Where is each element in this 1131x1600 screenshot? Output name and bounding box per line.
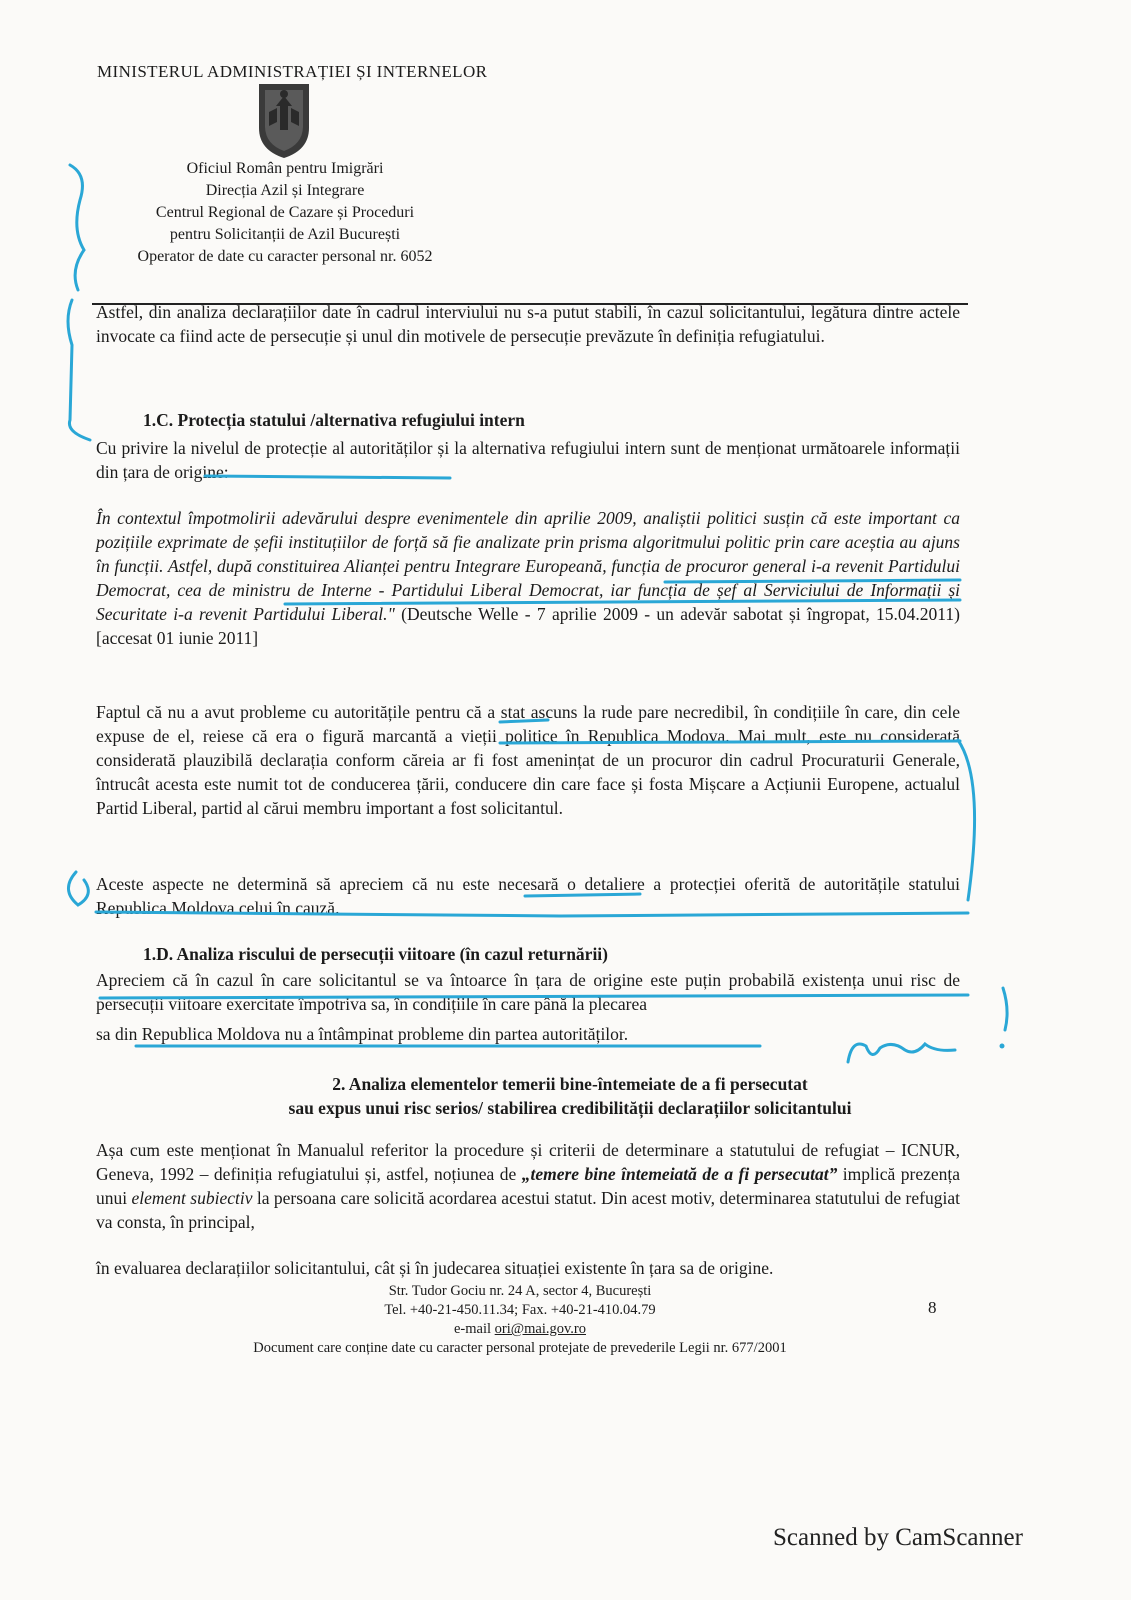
footer [180, 1282, 860, 1358]
footer-email-link[interactable]: ori@mai.gov.ro [494, 1321, 586, 1337]
footer-phone: Tel. +40-21-450.11.34; Fax. +40-21-410.04.79 [384, 1302, 656, 1318]
page-number: 8 [928, 1298, 937, 1317]
coat-of-arms-icon [255, 82, 313, 160]
paragraph-credibility: Faptul că nu a avut probleme cu autoritățile pentru că a stat ascuns la rude pare necredibil, în condițiile în care, din cele expuse de el, reiese că era o figură marcantă a vieții politice în Republica Modova. Mai mult, este nu considerată considerată plauzibilă declarația conform căreia ar fi fost amenințat de un procuror din cadrul Procuraturii Generale, întrucât acesta este numit tot de conducerea țării, conducere din care face și fosta Mișcare a Acțiunii Europene, actualul Partid Liberal, partid al cărui membru important a fost solicitantul. [96, 702, 960, 818]
icnur-text-a: Așa cum este menționat în Manualul referitor la procedure și criterii de determinare a statutului de refugiat – ICNUR, Geneva, 1992 – definiția refugiatului și, astfel, noțiunea de [96, 1140, 960, 1184]
icnur-text-e: la persoana care solicită acordarea acestui statut. Din acest motiv, determinarea statutului de refugiat va consta, în principal, [96, 1188, 960, 1232]
paragraph-risk: Apreciem că în cazul în care solicitantul se va întoarce în țara de origine este puțin probabilă existența unui risc de persecuții viitoare exercitate împotriva sa, în condițiile în care până la plecarea [96, 970, 960, 1014]
quote-source: (Deutsche Welle - 7 aprilie 2009 - un adevăr sabotat și îngropat, 15.04.2011) [accesat 01 iunie 2011] [96, 604, 960, 648]
heading-section-2 [150, 1072, 990, 1120]
heading-1c: 1.C. Protecția statului /alternativa refugiului intern [143, 410, 525, 430]
quote-text: În contextul împotmolirii adevărului despre evenimentele din aprilie 2009, analiștii politici susțin că este important ca pozițiile exprimate de șefii instituțiilor de forță să fie analizate prin prisma algoritmului politic prin care aceștia au ajuns în funcții. Astfel, după constituirea Alianței pentru Integrare Europeană, funcția de procuror general i-a revenit Partidului Democrat, cea de ministru de Interne - Partidului Liberal Democrat, iar funcția de șef al Serviciului de Informații și Securitate i-a revenit Partidului Liberal." [96, 508, 960, 624]
footer-address: Str. Tudor Gociu nr. 24 A, sector 4, București [388, 1283, 652, 1299]
heading-section-2-line2: sau expus unui risc serios/ stabilirea credibilității declarațiilor solicitantului [288, 1098, 852, 1118]
footer-email [180, 1320, 860, 1339]
scanner-watermark: Scanned by CamScanner [773, 1524, 1023, 1551]
paragraph-protection-intro: Cu privire la nivelul de protecție al autorităților și la alternativa refugiului intern sunt de menționat următoarele informații din țara de origine: [96, 438, 960, 482]
ministry-name: MINISTERUL ADMINISTRAȚIEI ȘI INTERNELOR [97, 62, 488, 81]
icnur-term: „temere bine întemeiată de a fi persecutat” [521, 1164, 838, 1184]
footer-email-label: e-mail [453, 1321, 495, 1337]
paragraph-quote [96, 506, 960, 650]
margin-annotation-stroke [68, 300, 90, 440]
margin-annotation-stroke [70, 165, 84, 290]
heading-1d: 1.D. Analiza riscului de persecuții viitoare (în cazul returnării) [143, 944, 608, 964]
paragraph-aspects: Aceste aspecte ne determină să apreciem că nu este necesară o detaliere a protecției oferită de autoritățile statului Republica Moldova celui în cauză. [96, 874, 960, 918]
margin-bracket [958, 740, 975, 900]
icnur-text-c: implică prezența unui [96, 1164, 960, 1208]
margin-annotation-stroke [68, 872, 88, 905]
office-line: Oficiul Român pentru Imigrări [186, 160, 384, 177]
paragraph-conclusion: Astfel, din analiza declarațiilor date în cadrul interviului nu s-a putut stabili, în cazul solicitantului, legătura dintre actele invocate ca fiind acte de persecuție și unul din motivele de persecuție prevăzute în definiția refugiatului. [96, 302, 960, 346]
heading-section-2-line1: 2. Analiza elementelor temerii bine-întemeiate de a fi persecutat [332, 1074, 808, 1094]
paragraph-icnur-last-line: în evaluarea declarațiilor solicitantului, cât și în judecarea situației existente în țara sa de origine. [96, 1258, 774, 1278]
office-line: pentru Solicitanții de Azil București [169, 226, 401, 243]
office-header [95, 158, 475, 268]
office-line: Operator de date cu caracter personal nr. 6052 [137, 248, 433, 265]
footer-legal: Document care conține date cu caracter personal protejate de prevederile Legii nr. 677/2001 [253, 1340, 787, 1356]
office-line: Centrul Regional de Cazare și Proceduri [155, 204, 415, 221]
margin-bracket [1003, 988, 1007, 1030]
paragraph-icnur [96, 1138, 960, 1234]
paragraph-risk-last-line: sa din Republica Moldova nu a întâmpinat probleme din partea autorităților. [96, 1024, 629, 1044]
icnur-element: element subiectiv [131, 1188, 253, 1208]
handwritten-word-stroke [848, 1044, 955, 1062]
office-line: Direcția Azil și Integrare [205, 182, 365, 199]
